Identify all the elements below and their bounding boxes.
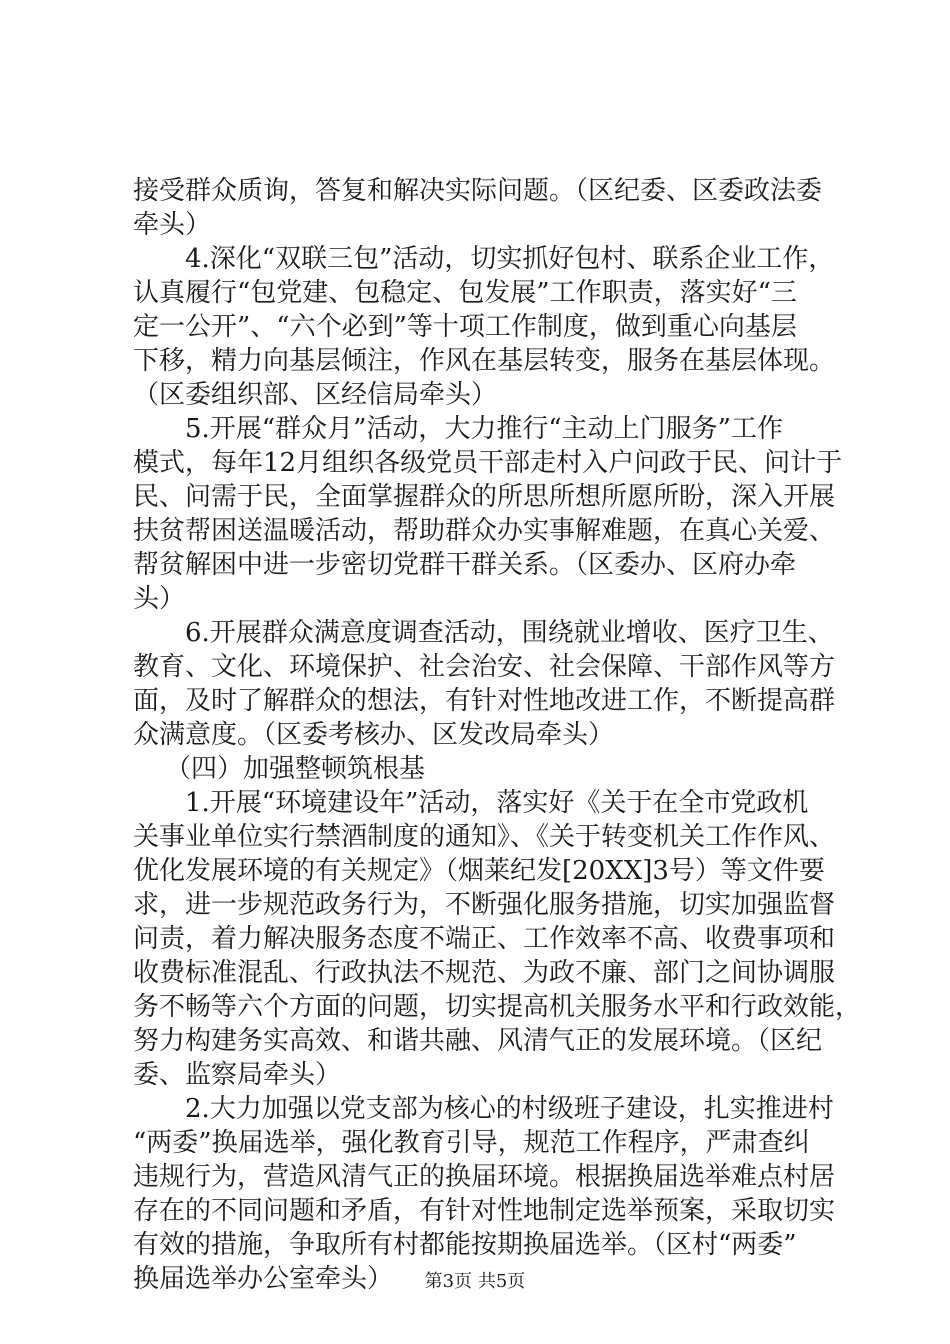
paragraph-start-line: 1.开展“环境建设年”活动，落实好《关于在全市党政机	[185, 788, 809, 818]
text-line: 帮贫解困中进一步密切党群干群关系。（区委办、区府办牵	[133, 550, 797, 580]
text-line: 有效的措施，争取所有村都能按期换届选举。（区村“两委”	[133, 1230, 797, 1260]
text-line: 民、问需于民，全面掌握群众的所思所想所愿所盼，深入开展	[133, 482, 836, 512]
text-line: 头）	[133, 584, 186, 614]
paragraph-start-line: 2.大力加强以党支部为核心的村级班子建设，扎实推进村	[185, 1094, 834, 1124]
text-line: 换届选举办公室牵头）	[133, 1264, 394, 1294]
page-number-footer: 第3页 共5页	[424, 1271, 526, 1292]
text-line: 认真履行“包党建、包稳定、包发展”工作职责，落实好“三	[133, 278, 797, 308]
text-line: 委、监察局牵头）	[133, 1060, 342, 1090]
text-line: 面，及时了解群众的想法，有针对性地改进工作，不断提高群	[133, 686, 836, 716]
text-line: 求，进一步规范政务行为，不断强化服务措施，切实加强监督	[133, 890, 836, 920]
text-line: 收费标准混乱、行政执法不规范、为政不廉、部门之间协调服	[133, 958, 836, 988]
text-line: 教育、文化、环境保护、社会治安、社会保障、干部作风等方	[133, 652, 836, 682]
section-heading: （四）加强整顿筑根基	[165, 754, 426, 784]
text-line: 优化发展环境的有关规定》（烟莱纪发[20XX]3号）等文件要	[133, 856, 825, 886]
text-line: 下移，精力向基层倾注，作风在基层转变，服务在基层体现。	[133, 346, 836, 376]
text-line: “两委”换届选举，强化教育引导，规范工作程序，严肃查纠	[133, 1128, 810, 1158]
text-line: 众满意度。（区委考核办、区发改局牵头）	[133, 720, 615, 750]
paragraph-start-line: 6.开展群众满意度调查活动，围绕就业增收、医疗卫生、	[185, 618, 834, 648]
text-line: 牵头）	[133, 210, 212, 240]
text-line: （区委组织部、区经信局牵头）	[133, 380, 498, 410]
paragraph-start-line: 4.深化“双联三包”活动，切实抓好包村、联系企业工作，	[185, 244, 835, 274]
text-line: 努力构建务实高效、和谐共融、风清气正的发展环境。（区纪	[133, 1026, 823, 1056]
text-line: 违规行为，营造风清气正的换届环境。根据换届选举难点村居	[133, 1162, 836, 1192]
document-body	[133, 174, 862, 1296]
text-line: 定一公开”、“六个必到”等十项工作制度，做到重心向基层	[133, 312, 797, 342]
text-line: 关事业单位实行禁酒制度的通知》、《关于转变机关工作作风、	[133, 822, 836, 852]
text-line: 接受群众质询，答复和解决实际问题。（区纪委、区委政法委	[133, 176, 823, 206]
text-line: 扶贫帮困送温暖活动，帮助群众办实事解难题，在真心关爱、	[133, 516, 836, 546]
text-line: 存在的不同问题和矛盾，有针对性地制定选举预案，采取切实	[133, 1196, 836, 1226]
text-line: 模式，每年12月组织各级党员干部走村入户问政于民、问计于	[133, 448, 843, 478]
text-line: 问责，着力解决服务态度不端正、工作效率不高、收费事项和	[133, 924, 836, 954]
text-line: 务不畅等六个方面的问题，切实提高机关服务水平和行政效能，	[133, 992, 862, 1022]
paragraph-start-line: 5.开展“群众月”活动，大力推行“主动上门服务”工作	[185, 414, 783, 444]
